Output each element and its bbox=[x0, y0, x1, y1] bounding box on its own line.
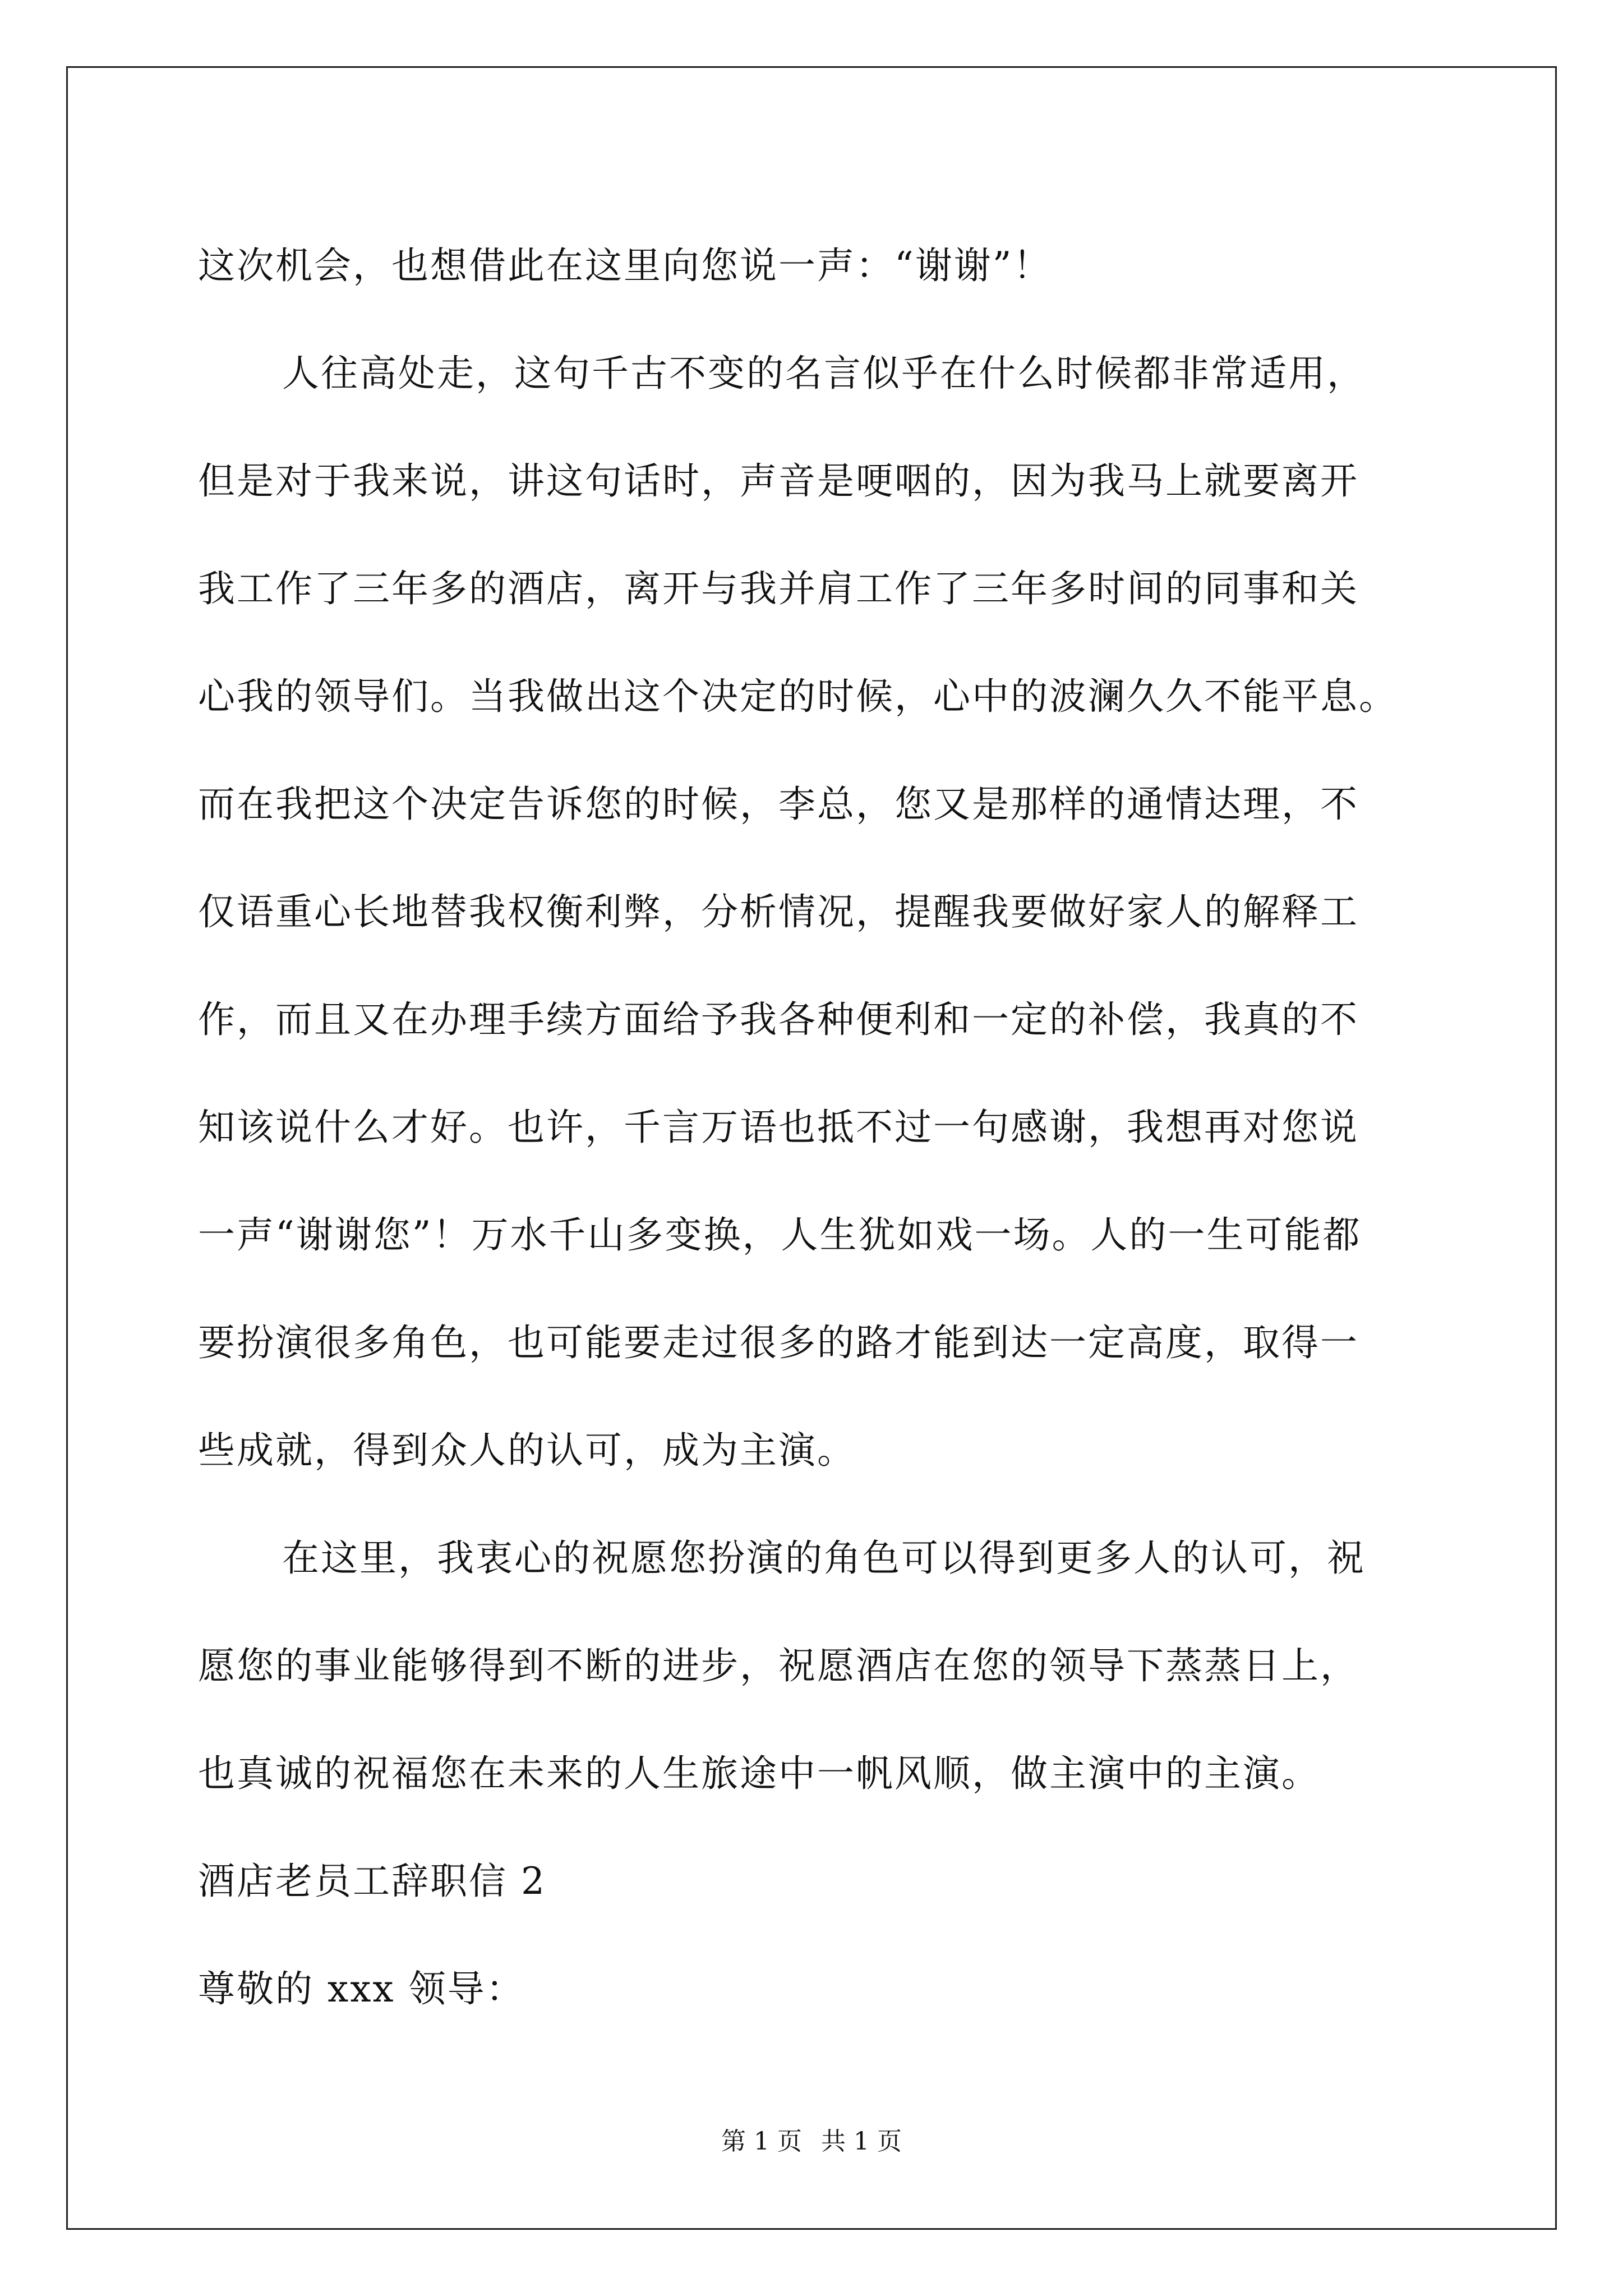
text-line: 而在我把这个决定告诉您的时候，李总，您又是那样的通情达理，不 bbox=[198, 783, 1359, 826]
document-body bbox=[198, 212, 1432, 2043]
text-line: 心我的领导们。当我做出这个决定的时候，心中的波澜久久不能平息。 bbox=[198, 675, 1398, 718]
text-line: 作，而且又在办理手续方面给予我各种便利和一定的补偿，我真的不 bbox=[198, 998, 1359, 1041]
paragraph-start-line: 在这里，我衷心的祝愿您扮演的角色可以得到更多人的认可，祝 bbox=[282, 1536, 1366, 1580]
text-line: 仅语重心长地替我权衡利弊，分析情况，提醒我要做好家人的解释工 bbox=[198, 890, 1359, 933]
paragraph-start-line: 人往高处走，这句千古不变的名言似乎在什么时候都非常适用， bbox=[282, 352, 1366, 395]
text-line: 知该说什么才好。也许，千言万语也抵不过一句感谢，我想再对您说 bbox=[198, 1106, 1359, 1149]
page-total: 共 1 页 bbox=[821, 2127, 902, 2156]
text-line: 这次机会，也想借此在这里向您说一声：“谢谢”！ bbox=[198, 244, 1052, 287]
salutation: 尊敬的 xxx 领导： bbox=[198, 1967, 525, 2010]
text-line: 一声“谢谢您”！万水千山多变换，人生犹如戏一场。人的一生可能都 bbox=[198, 1213, 1362, 1257]
text-line: 也真诚的祝福您在未来的人生旅途中一帆风顺，做主演中的主演。 bbox=[198, 1752, 1320, 1795]
page-number: 第 1 页 bbox=[721, 2127, 802, 2156]
page-footer bbox=[0, 2125, 1623, 2159]
text-line: 愿您的事业能够得到不断的进步，祝愿酒店在您的领导下蒸蒸日上， bbox=[198, 1644, 1359, 1687]
text-line: 但是对于我来说，讲这句话时，声音是哽咽的，因为我马上就要离开 bbox=[198, 459, 1359, 503]
text-line: 些成就，得到众人的认可，成为主演。 bbox=[198, 1429, 856, 1472]
text-line: 要扮演很多角色，也可能要走过很多的路才能到达一定高度，取得一 bbox=[198, 1321, 1359, 1364]
section-heading: 酒店老员工辞职信 2 bbox=[198, 1860, 546, 1903]
text-line: 我工作了三年多的酒店，离开与我并肩工作了三年多时间的同事和关 bbox=[198, 567, 1359, 610]
